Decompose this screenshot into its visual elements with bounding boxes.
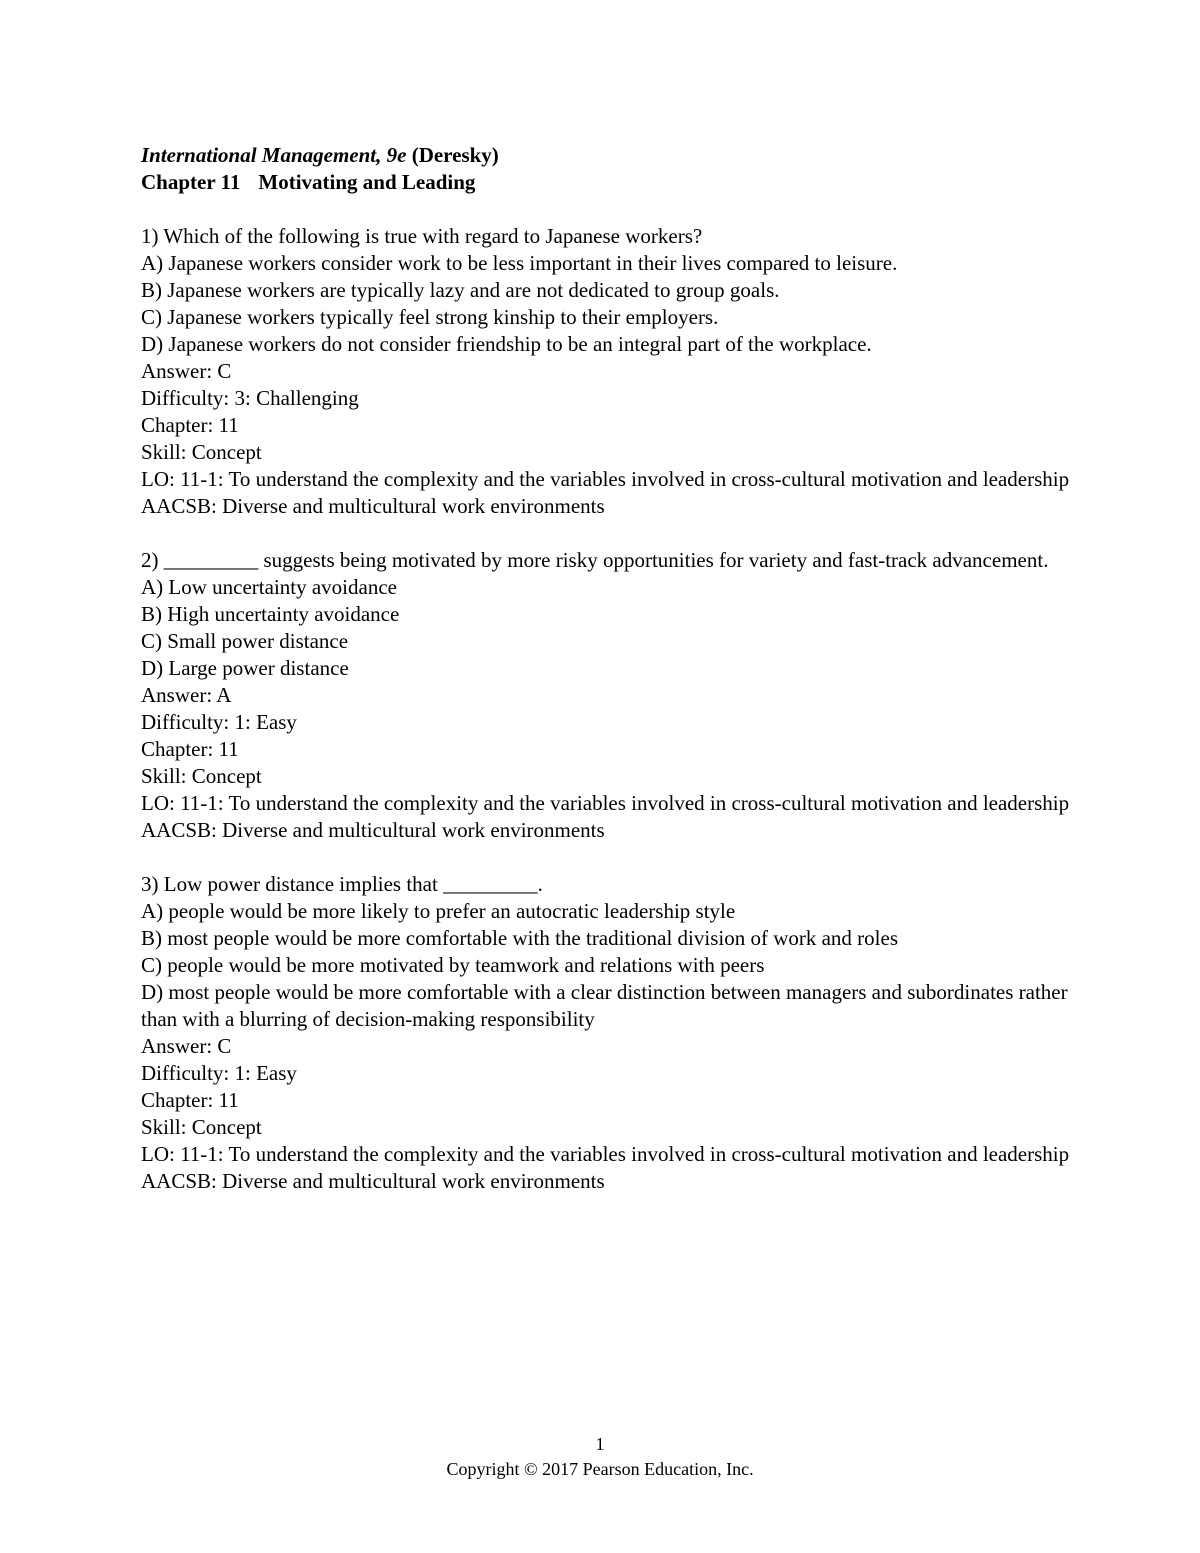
option-a: A) Japanese workers consider work to be less important in their lives compared to leisure. — [141, 251, 898, 275]
learning-objective: LO: 11-1: To understand the complexity and the variables involved in cross-cultural motivation and leadership — [141, 1142, 1070, 1166]
book-author: (Deresky) — [411, 143, 499, 167]
learning-objective: LO: 11-1: To understand the complexity and the variables involved in cross-cultural motivation and leadership — [141, 467, 1070, 491]
spacer — [141, 196, 1071, 223]
difficulty: Difficulty: 3: Challenging — [141, 386, 359, 410]
chapter-ref: Chapter: 11 — [141, 737, 239, 761]
option-b: B) High uncertainty avoidance — [141, 602, 400, 626]
question-stem: 3) Low power distance implies that _________. — [141, 872, 543, 896]
page-content — [141, 142, 1071, 1222]
chapter-name: Motivating and Leading — [258, 170, 476, 194]
difficulty: Difficulty: 1: Easy — [141, 710, 297, 734]
aacsb: AACSB: Diverse and multicultural work environments — [141, 494, 605, 518]
question-2 — [141, 547, 1071, 844]
answer: Answer: C — [141, 1034, 232, 1058]
option-a: A) Low uncertainty avoidance — [141, 575, 397, 599]
option-b: B) most people would be more comfortable with the traditional division of work and roles — [141, 926, 899, 950]
chapter-ref: Chapter: 11 — [141, 1088, 239, 1112]
skill: Skill: Concept — [141, 1115, 262, 1139]
chapter-ref: Chapter: 11 — [141, 413, 239, 437]
book-title: International Management, 9e — [141, 143, 407, 167]
skill: Skill: Concept — [141, 440, 262, 464]
option-c: C) people would be more motivated by teamwork and relations with peers — [141, 953, 765, 977]
option-d: D) Japanese workers do not consider friendship to be an integral part of the workplace. — [141, 332, 872, 356]
option-a: A) people would be more likely to prefer an autocratic leadership style — [141, 899, 736, 923]
aacsb: AACSB: Diverse and multicultural work environments — [141, 818, 605, 842]
question-3 — [141, 871, 1071, 1195]
question-stem: 2) _________ suggests being motivated by more risky opportunities for variety and fast-track advancement. — [141, 548, 1049, 572]
question-stem: 1) Which of the following is true with regard to Japanese workers? — [141, 224, 703, 248]
book-title-line — [141, 142, 1071, 169]
page-number: 1 — [595, 1434, 605, 1454]
difficulty: Difficulty: 1: Easy — [141, 1061, 297, 1085]
chapter-label: Chapter 11 — [141, 170, 241, 194]
option-b: B) Japanese workers are typically lazy and are not dedicated to group goals. — [141, 278, 780, 302]
aacsb: AACSB: Diverse and multicultural work environments — [141, 1169, 605, 1193]
learning-objective: LO: 11-1: To understand the complexity and the variables involved in cross-cultural motivation and leadership — [141, 791, 1070, 815]
option-c: C) Small power distance — [141, 629, 349, 653]
option-d: D) Large power distance — [141, 656, 349, 680]
chapter-heading — [141, 169, 1071, 196]
option-c: C) Japanese workers typically feel strong kinship to their employers. — [141, 305, 719, 329]
copyright-notice: Copyright © 2017 Pearson Education, Inc. — [446, 1459, 754, 1479]
question-1 — [141, 223, 1071, 520]
skill: Skill: Concept — [141, 764, 262, 788]
answer: Answer: A — [141, 683, 232, 707]
option-d: D) most people would be more comfortable with a clear distinction between managers and subordinates rather than with a blurring of decision-making responsibility — [141, 980, 1068, 1031]
answer: Answer: C — [141, 359, 232, 383]
